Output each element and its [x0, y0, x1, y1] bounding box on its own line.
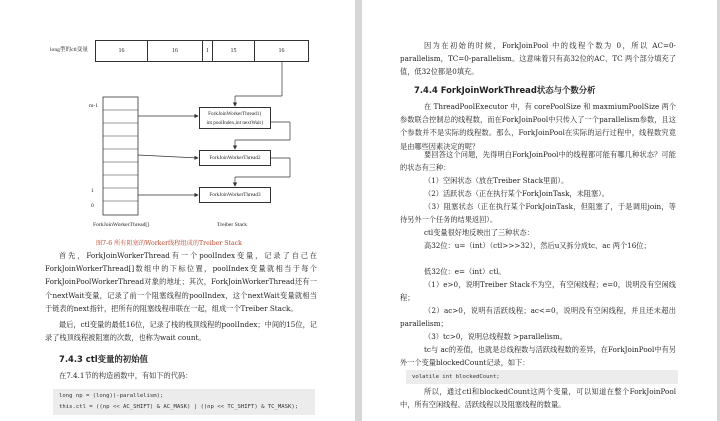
case-ac: （2）ac>0，说明有活跃线程；ac<=0，说明没有空闲线程，并且还未超出parallelism；: [400, 306, 676, 329]
paragraph-states-question: 要回答这个问题，先得明白ForkJoinPool中的线程都可能有哪几种状态？可能的状态有三种：: [400, 150, 676, 173]
array-top-index-label: m-1: [89, 103, 99, 109]
paragraph-constructor: 在7.4.1节的构造函数中，有如下的代码：: [59, 371, 193, 380]
paragraph-high-32: 高32位：u=（int）（ctl>>>32），然后u又拆分成tc、ac 两个16位；: [424, 241, 651, 250]
ctl-variable-label: long型的ctl变量: [50, 47, 88, 53]
paragraph-initial-values: 因为在初始的时候，ForkJoinPool 中的线程个数为 0，所以 AC=0-parallelism，TC=0-parallelism。这意味着只有高32位的AC、TC 两个部分填充了值，低32位都是0填充。: [400, 41, 676, 77]
code-line-2: this.ctl = ((np << AC_SHIFT) & AC_MASK) | ((np << TC_SHIFT) & TC_MASK);: [59, 403, 299, 410]
state-active: （2）活跃状态（正在执行某个ForkJoinTask，未阻塞）。: [424, 189, 609, 198]
code-block-ctl-init: [53, 389, 315, 415]
array-index-0-label: 0: [91, 203, 94, 209]
paragraph-ctl-bits: 最后，ctl变量的最低16位，记录了栈的栈顶线程的poolIndex；中间的15位，记录了栈顶线程被阻塞的次数，也称为wait count。: [45, 320, 317, 343]
case-e: （1）e>0，说明Treiber Stack不为空，有空闲线程；e=0，说明没有空闲线程；: [400, 280, 676, 303]
ctl-field-1: 16: [95, 40, 148, 62]
paragraph-ctl-reflects: ctl变量很好地反映出了三种状态：: [424, 228, 534, 237]
paragraph-poolindex: 首先，ForkJoinWorkerThread有一个poolIndex变量，记录了自己在ForkJoinWorkerThread[]数组中的下标位置，poolIndex变量就相当于每个ForkJoinPoolWorkerThread对象的地址；其次，ForkJoinWorkerThread还有一个nextWait变量，记录了前一个阻塞线程的poolIndex，这个nextWait变量就相当于链表的next指针，把所有的阻塞线程串联在一起，组成一个Treiber Stack。: [45, 251, 317, 313]
section-heading-744: 7.4.4 ForkJoinWorkThread状态与个数分析: [414, 85, 596, 95]
ctl-field-3: 1: [202, 40, 213, 62]
ctl-field-4: 15: [212, 40, 255, 62]
code-line-1: long np = (long)(-parallelism);: [59, 393, 164, 399]
ctl-field-2: 16: [147, 40, 203, 62]
thread-array: [103, 97, 138, 215]
thread-node-2: ForkJoinWorkerThread2: [199, 150, 271, 166]
section-heading-743: 7.4.3 ctl变量的初始值: [59, 354, 148, 364]
right-page: [362, 0, 717, 421]
figure-caption: 图7-6 所有阻塞的Worker线程组成的Treiber Stack: [96, 240, 242, 247]
state-idle: （1）空闲状态（放在Treiber Stack里面）。: [424, 176, 569, 185]
left-page: [0, 0, 355, 421]
diagram-lines: [0, 0, 355, 240]
array-label: ForkJoinWorkerThread[]: [93, 222, 150, 228]
stack-label: Treiber Stack: [217, 222, 248, 228]
array-index-1-label: 1: [91, 188, 94, 194]
thread-node-1-line1: ForkJoinWorkerThread1{: [208, 111, 262, 117]
thread-node-3: ForkJoinWorkerThread3: [199, 187, 271, 203]
paragraph-blockedcount: tc与 ac的差值，也就是总线程数与活跃线程数的差异，在ForkJoinPool中有另外一个变量blockedCount记录，如下：: [400, 345, 676, 368]
paragraph-parallelism: 在 ThreadPoolExecutor 中，有 corePoolSize 和 maxmiumPoolSize 两个参数联合控制总的线程数，而在ForkJoinPool中只传入了一个parallelism参数，且这个参数并不是实际的线程数。那么，ForkJoinPool在实际的运行过程中，线程数究竟是由哪些因素决定的呢？: [400, 102, 676, 151]
state-blocked: （3）阻塞状态（正在执行某个ForkJoinTask，但阻塞了，于是调用join，等待另外一个任务的结果返回）。: [400, 202, 676, 225]
thread-node-1-line2: int poolIndex,int nextWait}: [206, 120, 264, 126]
paragraph-summary: 所以，通过ctl和blockedCount这两个变量，可以知道在整个ForkJoinPool中，所有空闲线程、活跃线程以及阻塞线程的数量。: [400, 387, 676, 410]
code-block-blockedcount: volatile int blockedCount;: [406, 370, 678, 384]
ctl-field-5: 16: [254, 40, 309, 62]
paragraph-low-32: 低32位：e=（int）ctl。: [424, 267, 506, 276]
case-tc: （3）tc>0，说明总线程数 >parallelism。: [424, 332, 567, 341]
